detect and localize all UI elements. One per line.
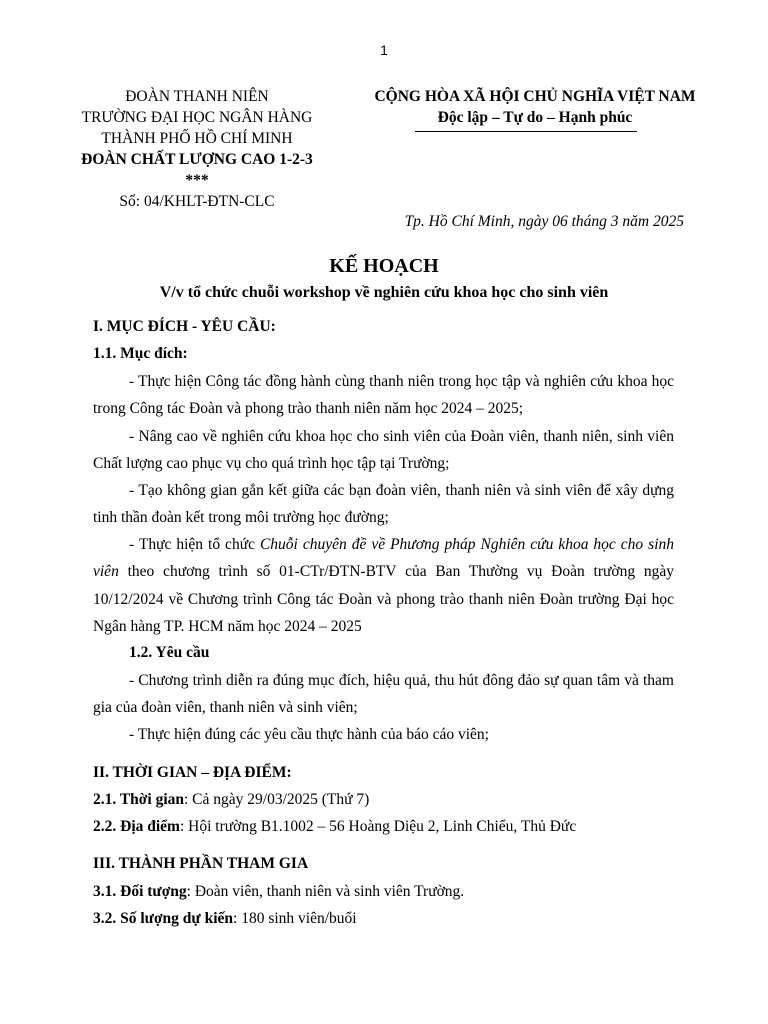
count-row	[93, 910, 357, 928]
org-line-1: ĐOÀN THANH NIÊN	[125, 88, 269, 105]
document-number: Số: 04/KHLT-ĐTN-CLC	[119, 193, 275, 210]
org-line-2: TRƯỜNG ĐẠI HỌC NGÂN HÀNG	[81, 109, 313, 126]
target-row	[93, 883, 464, 901]
national-title: CỘNG HÒA XÃ HỘI CHỦ NGHĨA VIỆT NAM	[374, 88, 696, 105]
paragraph-5: - Chương trình diễn ra đúng mục đích, hiệu quả, thu hút đông đảo sự quan tâm và tham gia của đoàn viên, thanh niên và sinh viên;	[93, 672, 674, 717]
paragraph-4-post: theo chương trình số 01-CTr/ĐTN-BTV của Ban Thường vụ Đoàn trường ngày 10/12/2024 về Chương trình Công tác Đoàn và phong trào thanh niên Đoàn trường Đại học Ngân hàng TP. HCM năm học 2024 – 2025	[93, 563, 674, 635]
section-1-1-heading: 1.1. Mục đích:	[93, 345, 188, 362]
paragraph-4-italic: Chuỗi chuyên đề về Phương pháp Nghiên cứu khoa học cho sinh viên	[93, 536, 674, 581]
target-value: : Đoàn viên, thanh niên và sinh viên Trường.	[186, 883, 465, 900]
paragraph-4-pre: - Thực hiện tổ chức	[129, 536, 260, 553]
time-value: : Cả ngày 29/03/2025 (Thứ 7)	[184, 791, 370, 808]
document-title: KẾ HOẠCH	[329, 255, 439, 277]
target-label: 3.1. Đối tượng	[93, 883, 187, 900]
page-number: 1	[380, 42, 388, 58]
time-row	[93, 791, 369, 809]
section-1-heading: I. MỤC ĐÍCH - YÊU CẦU:	[93, 318, 276, 335]
document-date: Tp. Hồ Chí Minh, ngày 06 tháng 3 năm 2025	[404, 213, 684, 230]
place-label: 2.2. Địa điểm	[93, 818, 180, 835]
paragraph-1: - Thực hiện Công tác đồng hành cùng thanh niên trong học tập và nghiên cứu khoa học trong Công tác Đoàn và phong trào thanh niên năm học 2024 – 2025;	[93, 373, 674, 418]
header-right-block	[352, 86, 718, 128]
motto-underline	[415, 131, 637, 132]
national-motto: Độc lập – Tự do – Hạnh phúc	[437, 109, 633, 126]
header-stars: ***	[185, 172, 209, 189]
org-line-3: THÀNH PHỐ HỒ CHÍ MINH	[101, 130, 293, 147]
time-label: 2.1. Thời gian	[93, 791, 184, 808]
section-3-heading: III. THÀNH PHẦN THAM GIA	[93, 855, 309, 872]
count-value: : 180 sinh viên/buổi	[233, 910, 357, 927]
paragraph-2: - Nâng cao về nghiên cứu khoa học cho sinh viên của Đoàn viên, thanh niên, sinh viên Chất lượng cao phục vụ cho quá trình học tập tại Trường;	[93, 428, 674, 473]
paragraph-3: - Tạo không gian gắn kết giữa các bạn đoàn viên, thanh niên và sinh viên để xây dựng tinh thần đoàn kết trong môi trường học đường;	[93, 482, 674, 527]
document-subtitle: V/v tổ chức chuỗi workshop về nghiên cứu khoa học cho sinh viên	[159, 284, 609, 301]
paragraph-6: - Thực hiện đúng các yêu cầu thực hành của báo cáo viên;	[129, 726, 489, 743]
section-2-heading: II. THỜI GIAN – ĐỊA ĐIỂM:	[93, 764, 292, 781]
count-label: 3.2. Số lượng dự kiến	[93, 910, 234, 927]
paragraph-4	[93, 531, 674, 640]
place-row	[93, 818, 576, 836]
section-1-2-heading: 1.2. Yêu cầu	[129, 644, 210, 661]
place-value: : Hội trường B1.1002 – 56 Hoàng Diệu 2, Linh Chiểu, Thủ Đức	[179, 818, 577, 835]
header-left-block	[62, 86, 332, 212]
org-line-4: ĐOÀN CHẤT LƯỢNG CAO 1-2-3	[81, 151, 313, 168]
